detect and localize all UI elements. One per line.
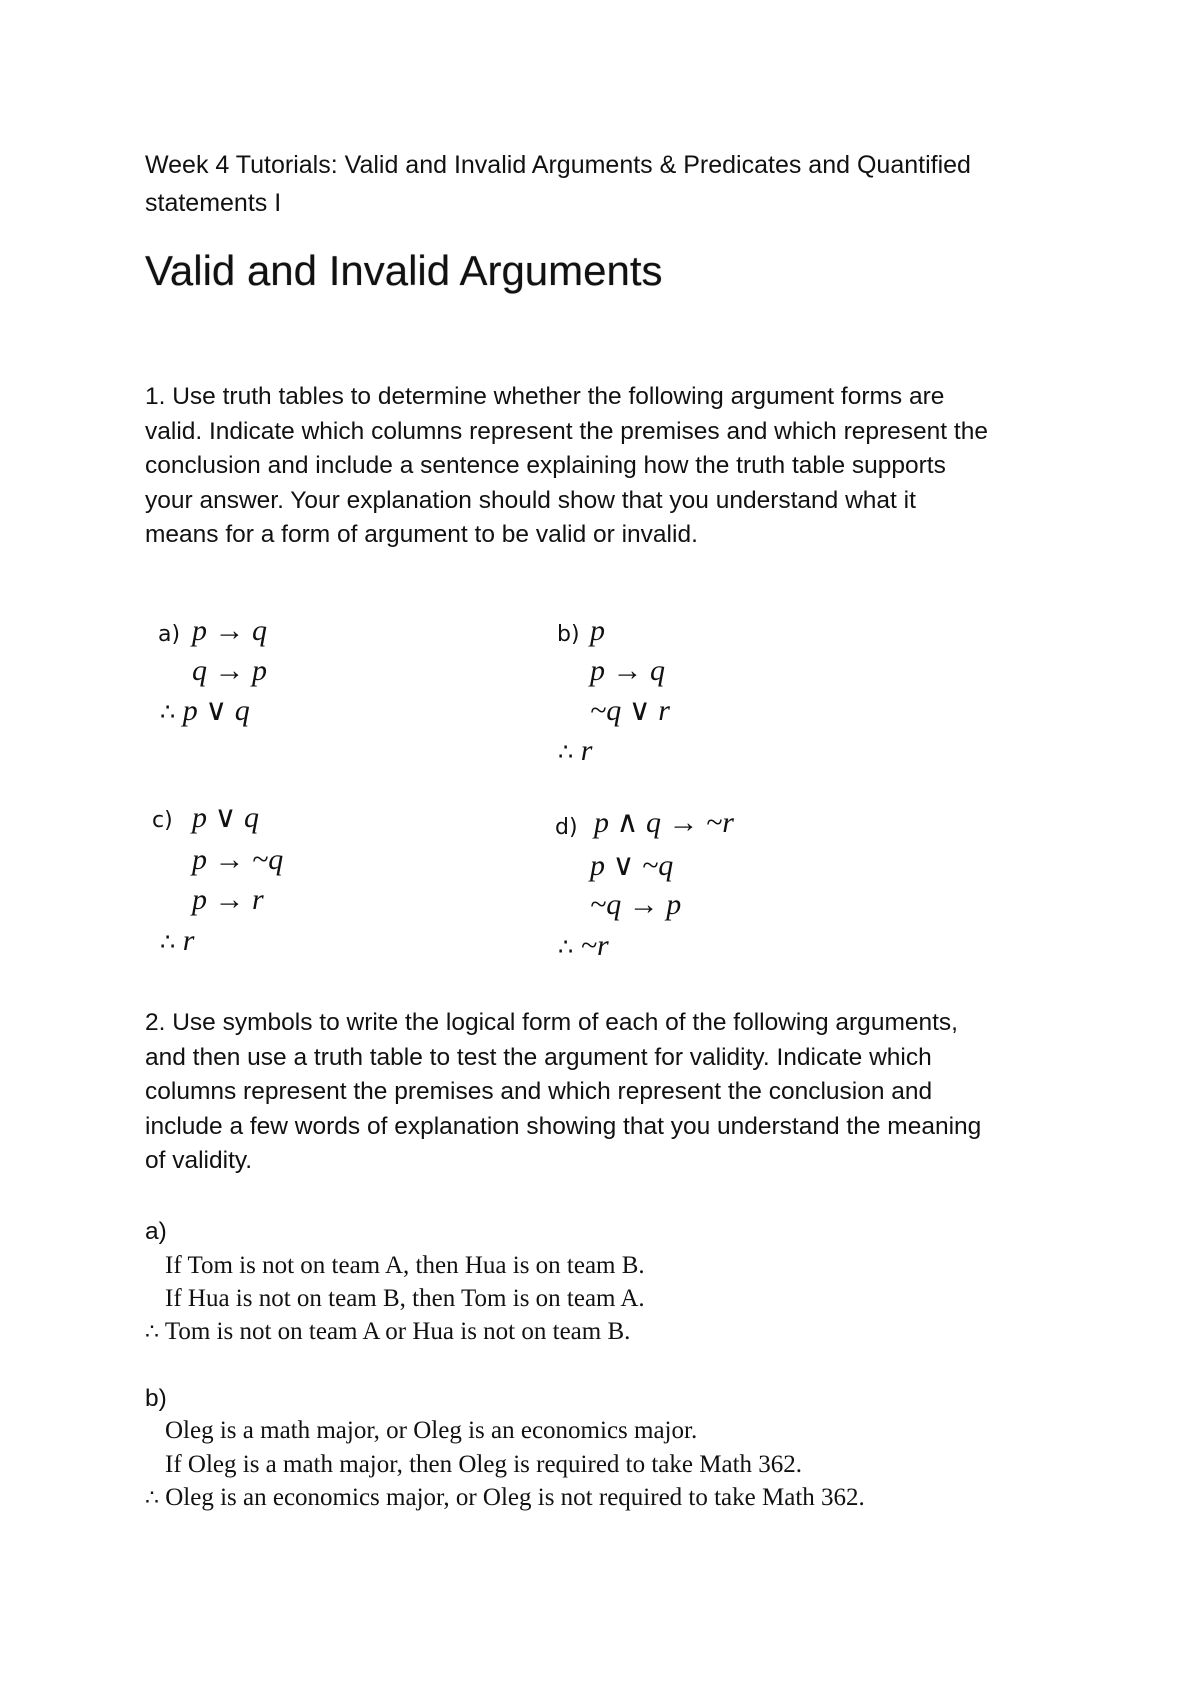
question-2b-premise-1: Oleg is a math major, or Oleg is an economics major.: [165, 1417, 698, 1444]
question-2-line: columns represent the premises and which represent the conclusion and: [145, 1078, 933, 1105]
argument-b-label: b): [557, 622, 580, 647]
argument-b-premise-1: p: [590, 614, 605, 647]
question-2b-label: b): [145, 1385, 167, 1412]
question-2b-premise-2: If Oleg is a math major, then Oleg is required to take Math 362.: [165, 1451, 803, 1478]
question-2a-premise-1: If Tom is not on team A, then Hua is on team B.: [165, 1252, 645, 1279]
argument-d-label: d): [555, 815, 578, 840]
therefore-symbol: ∴: [160, 928, 176, 956]
argument-d-premise-1: p ∧ q → ~r: [594, 806, 734, 839]
argument-d-premise-3: ~q → p: [590, 888, 682, 921]
question-2a-premise-2: If Hua is not on team B, then Tom is on team A.: [165, 1285, 645, 1312]
question-2-text: [145, 1006, 1065, 1179]
question-2-line: include a few words of explanation showing that you understand the meaning: [145, 1112, 982, 1140]
argument-a-label: a): [158, 622, 181, 647]
argument-d-conclusion-line: [558, 928, 609, 965]
argument-a-premise-2: q → p: [192, 654, 267, 687]
argument-c-conclusion: r: [182, 924, 195, 957]
therefore-symbol: ∴: [160, 698, 176, 726]
argument-d-premise-2: p ∨ ~q: [590, 849, 674, 882]
argument-c-premise-3: p → r: [192, 883, 264, 916]
question-2b-conclusion: Oleg is an economics major, or Oleg is not required to take Math 362.: [165, 1484, 865, 1511]
argument-c-premise-2: p → ~q: [192, 843, 284, 876]
question-2-line: and then use a truth table to test the argument for validity. Indicate which: [145, 1043, 932, 1071]
argument-a-premise-1: p → q: [192, 614, 267, 647]
question-1-line: conclusion and include a sentence explaining how the truth table supports: [145, 452, 946, 479]
argument-d-conclusion: ~r: [580, 929, 609, 962]
argument-c-label: c): [152, 808, 173, 833]
argument-a-conclusion: p ∨ q: [182, 694, 250, 727]
document-title-line-1: Week 4 Tutorials: Valid and Invalid Arguments & Predicates and Quantified: [145, 151, 971, 179]
question-2b-conclusion-line: [145, 1482, 865, 1515]
question-1-line: 1. Use truth tables to determine whether the following argument forms are: [145, 383, 945, 410]
question-1-text: [145, 380, 1065, 553]
therefore-symbol: ∴: [558, 933, 574, 961]
question-1-line: valid. Indicate which columns represent the premises and which represent the: [145, 417, 988, 445]
argument-b-premise-3: ~q ∨ r: [590, 694, 670, 727]
question-2a-conclusion: Tom is not on team A or Hua is not on team B.: [164, 1318, 631, 1345]
therefore-symbol: ∴: [145, 1486, 159, 1511]
question-2-line: of validity.: [145, 1147, 253, 1174]
question-1-line: your answer. Your explanation should show that you understand what it: [145, 486, 916, 514]
question-1-line: means for a form of argument to be valid or invalid.: [145, 521, 698, 548]
question-2-line: 2. Use symbols to write the logical form of each of the following arguments,: [145, 1009, 958, 1036]
document-title-line-2: statements I: [145, 189, 282, 217]
argument-b-conclusion-line: [558, 733, 592, 770]
argument-a-conclusion-line: [160, 693, 250, 730]
question-2a-conclusion-line: [145, 1316, 630, 1349]
argument-b-premise-2: p → q: [590, 654, 665, 687]
section-heading: Valid and Invalid Arguments: [145, 247, 663, 294]
argument-b-conclusion: r: [580, 734, 593, 767]
therefore-symbol: ∴: [145, 1320, 159, 1345]
argument-c-conclusion-line: [160, 923, 194, 960]
argument-c-premise-1: p ∨ q: [192, 801, 259, 834]
question-2a-label: a): [145, 1218, 167, 1245]
therefore-symbol: ∴: [558, 738, 574, 766]
